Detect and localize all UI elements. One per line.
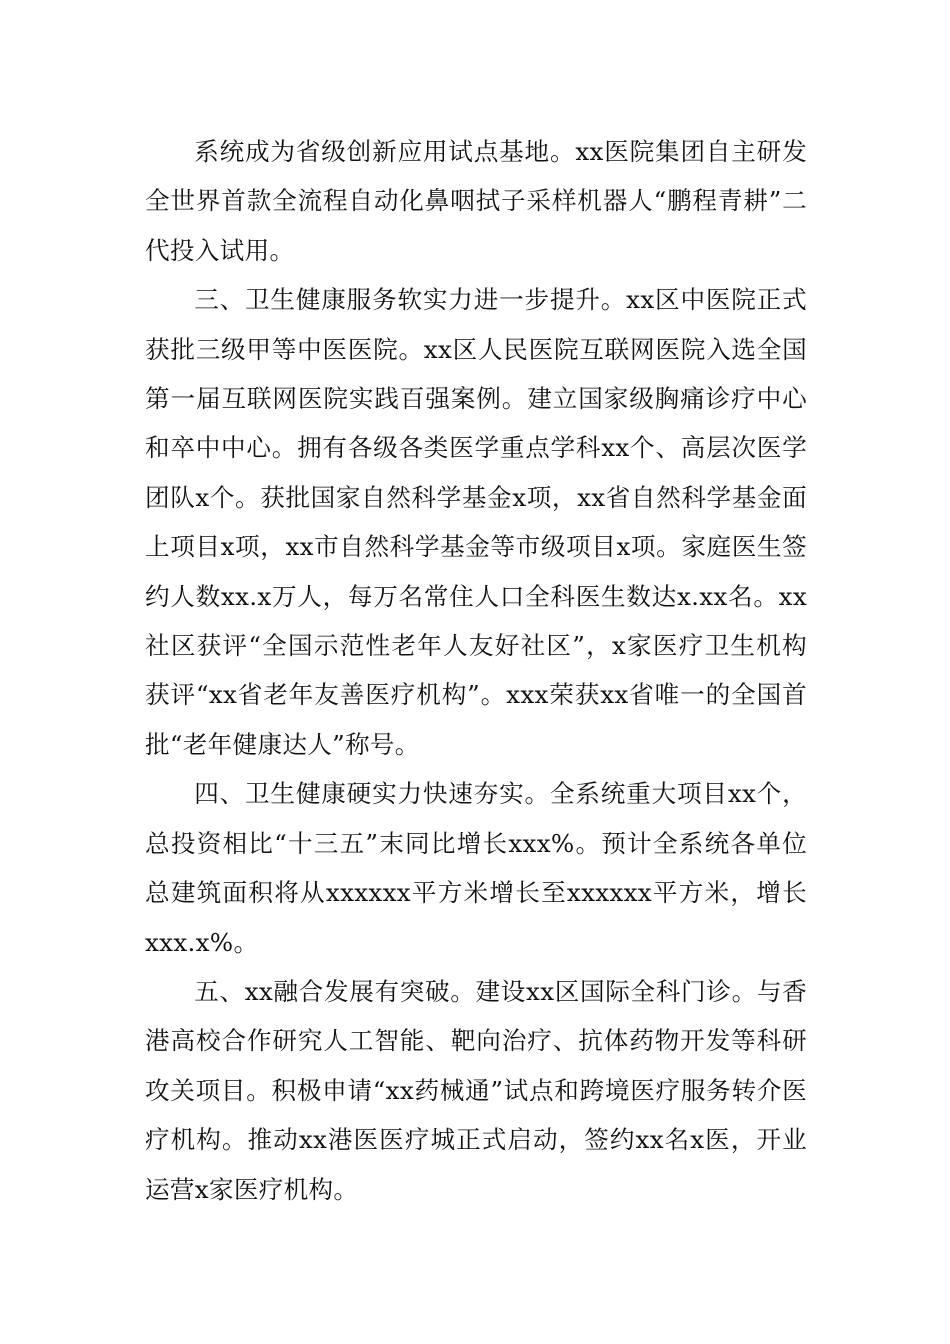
paragraph-hard-power: 四、卫生健康硬实力快速夯实。全系统重大项目xx个，总投资相比“十三五”末同比增长xxx%。预计全系统各单位总建筑面积将从xxxxxx平方米增长至xxxxxx平方米，增长xxx.x%。 — [145, 779, 807, 957]
paragraph-pilot-base: 系统成为省级创新应用试点基地。xx医院集团自主研发全世界首款全流程自动化鼻咽拭子采样机器人“鹏程青耕”二代投入试用。 — [145, 137, 807, 265]
paragraph-soft-power: 三、卫生健康服务软实力进一步提升。xx区中医院正式获批三级甲等中医医院。xx区人民医院互联网医院入选全国第一届互联网医院实践百强案例。建立国家级胸痛诊疗中心和卒中中心。拥有各级各类医学重点学科xx个、高层次医学团队x个。获批国家自然科学基金x项，xx省自然科学基金面上项目x项，xx市自然科学基金等市级项目x项。家庭医生签约人数xx.x万人，每万名常住人口全科医生数达x.xx名。xx社区获评“全国示范性老年人友好社区”，x家医疗卫生机构获评“xx省老年友善医疗机构”。xxx荣获xx省唯一的全国首批“老年健康达人”称号。 — [145, 285, 807, 759]
document-body — [145, 127, 807, 1214]
paragraph-integration: 五、xx融合发展有突破。建设xx区国际全科门诊。与香港高校合作研究人工智能、靶向治疗、抗体药物开发等科研攻关项目。积极申请“xx药械通”试点和跨境医疗服务转介医疗机构。推动xx港医医疗城正式启动，签约xx名x医，开业运营x家医疗机构。 — [145, 976, 807, 1204]
